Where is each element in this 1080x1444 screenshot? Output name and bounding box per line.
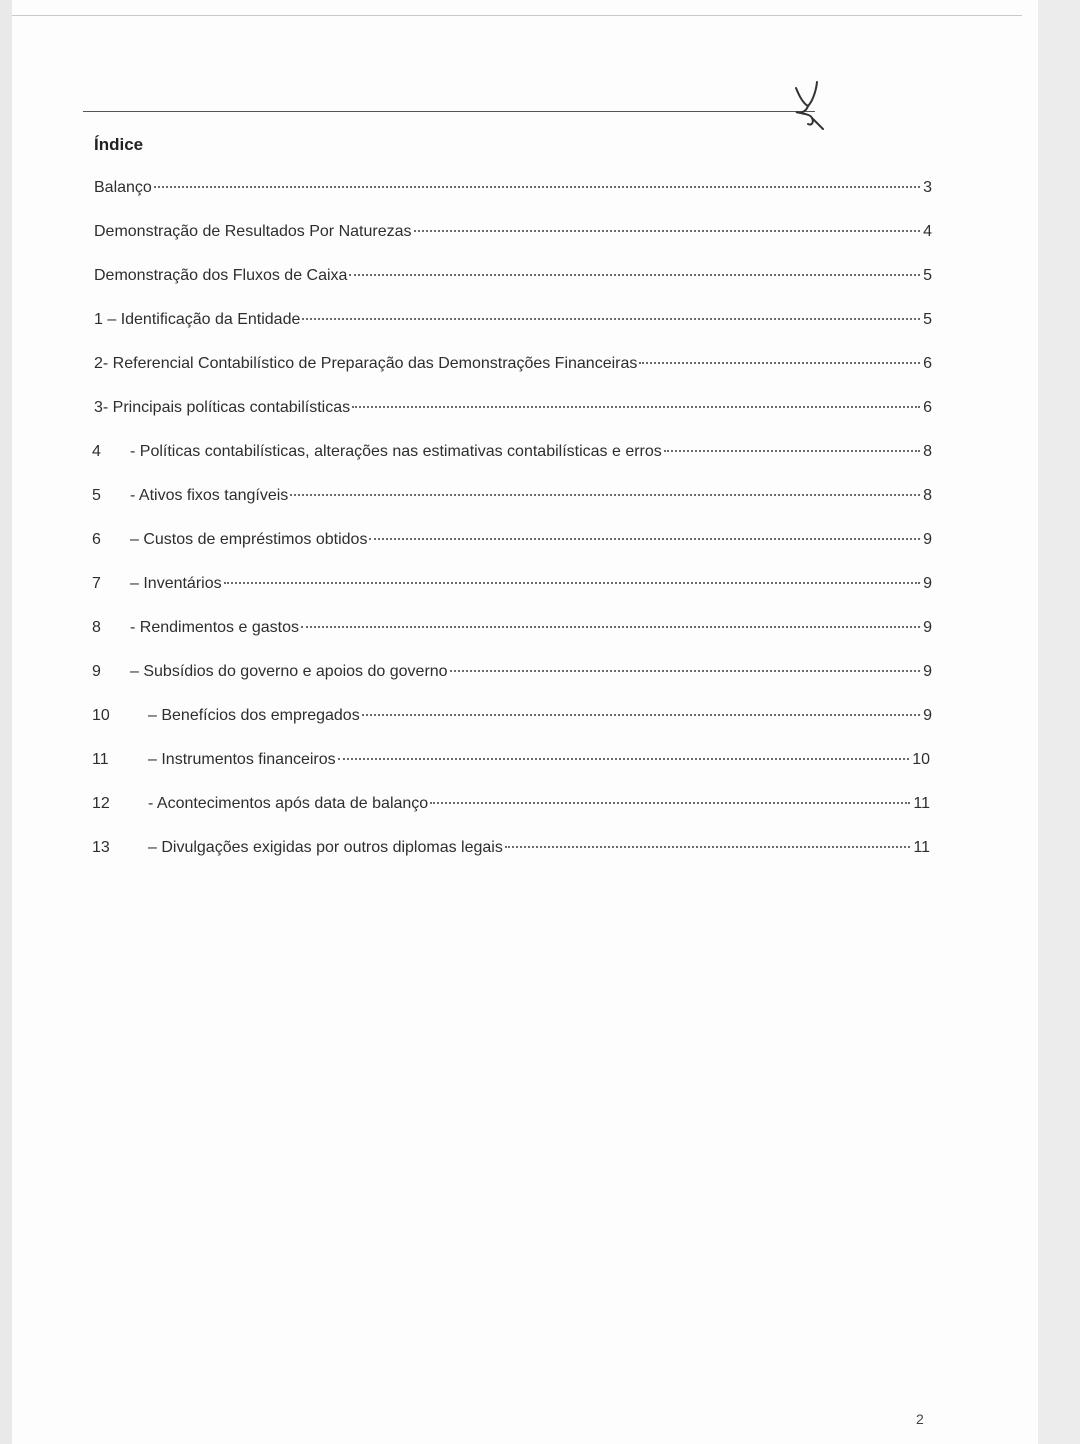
toc-entry-title: – Benefícios dos empregados [148, 707, 360, 724]
toc-entry-page: 5 [923, 267, 932, 284]
viewer-margin [1038, 0, 1080, 1444]
toc-dot-leader [352, 406, 920, 408]
toc-entry-page: 11 [913, 839, 930, 856]
toc-entry-title: - Políticas contabilísticas, alterações nas estimativas contabilísticas e erros [130, 443, 662, 460]
toc-entry-title: - Ativos fixos tangíveis [130, 487, 289, 504]
toc-dot-leader [369, 538, 920, 540]
toc-entry-title: – Instrumentos financeiros [148, 751, 336, 768]
toc-entry-title: – Custos de empréstimos obtidos [130, 531, 368, 548]
toc-entry-page: 6 [923, 355, 932, 372]
toc-entry [92, 839, 930, 861]
toc-entry-page: 6 [923, 399, 932, 416]
toc-entry-number: 4 [92, 443, 101, 460]
toc-entry-number: 10 [92, 707, 110, 724]
toc-entry-title: Balanço [94, 179, 152, 196]
toc-entry [94, 267, 932, 289]
toc-entry-page: 9 [923, 663, 932, 680]
toc-entry-page: 10 [912, 751, 930, 768]
toc-entry-number: 11 [92, 751, 109, 768]
page-number: 2 [916, 1411, 924, 1427]
toc-entry [92, 707, 932, 729]
toc-dot-leader [505, 846, 911, 848]
toc-entry-page: 8 [923, 487, 932, 504]
document-page [12, 0, 1038, 1444]
toc-entry-page: 9 [923, 707, 932, 724]
toc-entry [94, 223, 932, 245]
top-edge-line [12, 15, 1022, 16]
toc-entry-title: Demonstração de Resultados Por Naturezas [94, 223, 412, 240]
toc-entry-number: 6 [92, 531, 101, 548]
toc-dot-leader [349, 274, 920, 276]
toc-entry [92, 795, 930, 817]
toc-entry [92, 443, 932, 465]
toc-entry-page: 8 [923, 443, 932, 460]
toc-dot-leader [302, 318, 920, 320]
toc-entry-page: 9 [923, 619, 932, 636]
toc-dot-leader [450, 670, 921, 672]
toc-title: Índice [94, 135, 144, 154]
toc-entry-page: 5 [923, 311, 932, 328]
toc-entry-title: – Divulgações exigidas por outros diplomas legais [148, 839, 503, 856]
toc-entry [92, 751, 930, 773]
toc-entry-title: 1 – Identificação da Entidade [94, 311, 301, 328]
handwritten-initials-icon [782, 74, 830, 132]
toc-entry-number: 13 [92, 839, 110, 856]
toc-entry [92, 487, 932, 509]
toc-entry [94, 179, 932, 201]
toc-entry-page: 9 [923, 575, 932, 592]
toc-entry-page: 4 [923, 223, 932, 240]
toc-dot-leader [414, 230, 921, 232]
toc-dot-leader [290, 494, 920, 496]
toc-entry [92, 575, 932, 597]
toc-dot-leader [301, 626, 920, 628]
toc-dot-leader [430, 802, 910, 804]
toc-entry-title: – Inventários [130, 575, 222, 592]
toc-dot-leader [362, 714, 920, 716]
toc-entry [94, 399, 932, 421]
toc-entry [92, 619, 932, 641]
toc-entry [92, 531, 932, 553]
toc-entry-title: 2- Referencial Contabilístico de Preparação das Demonstrações Financeiras [94, 355, 638, 372]
toc-dot-leader [154, 186, 920, 188]
toc-entry [92, 663, 932, 685]
toc-entry-number: 9 [92, 663, 101, 680]
toc-entry-title: Demonstração dos Fluxos de Caixa [94, 267, 348, 284]
toc-entry-number: 7 [92, 575, 101, 592]
toc-entry-title: - Rendimentos e gastos [130, 619, 299, 636]
toc-dot-leader [664, 450, 920, 452]
toc-entry-number: 5 [92, 487, 101, 504]
toc-entry-page: 9 [923, 531, 932, 548]
toc-entry-page: 3 [923, 179, 932, 196]
toc-entry-page: 11 [913, 795, 930, 812]
toc-entry-title: – Subsídios do governo e apoios do governo [130, 663, 448, 680]
toc-entry [94, 355, 932, 377]
toc-dot-leader [224, 582, 920, 584]
toc-entry [94, 311, 932, 333]
toc-dot-leader [639, 362, 920, 364]
toc-dot-leader [338, 758, 910, 760]
toc-entry-number: 8 [92, 619, 101, 636]
header-rule [83, 111, 815, 112]
toc-entry-number: 12 [92, 795, 110, 812]
toc-entry-title: 3- Principais políticas contabilísticas [94, 399, 351, 416]
toc-entry-title: - Acontecimentos após data de balanço [148, 795, 429, 812]
